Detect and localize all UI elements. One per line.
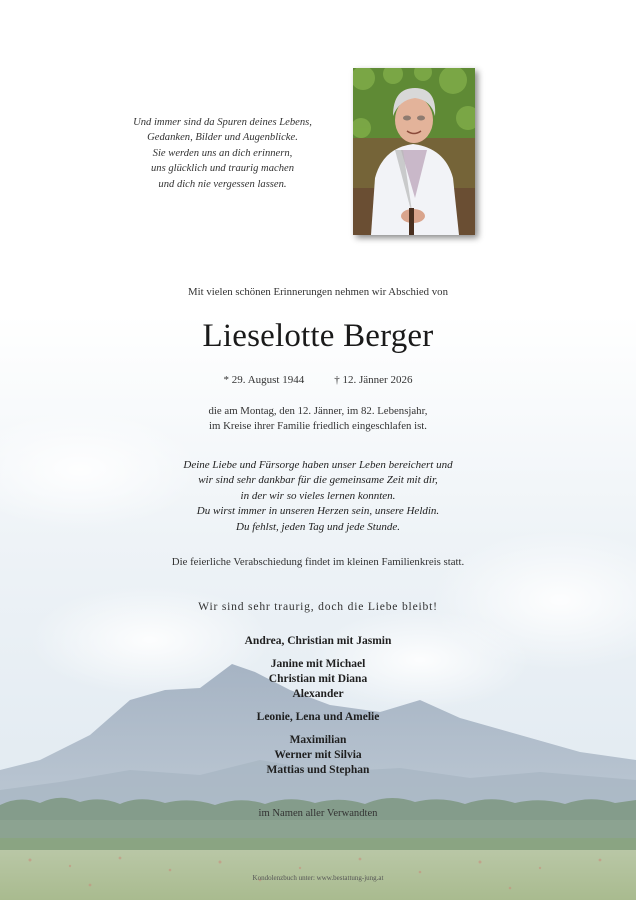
condolence-book-link[interactable]: Kondolenzbuch unter: www.bestattung-jung.at — [252, 874, 384, 882]
quote-line: in der wir so vieles lernen konnten. — [240, 489, 396, 502]
family-member: Janine mit Michael — [270, 658, 366, 670]
portrait-photo — [353, 68, 475, 235]
quote-line: Deine Liebe und Fürsorge haben unser Leben bereichert und — [183, 459, 453, 471]
memorial-poem — [100, 115, 345, 192]
poem-line: Sie werden uns an dich erinnern, — [152, 147, 293, 159]
family-group — [0, 710, 636, 725]
quote-line: Du fehlst, jeden Tag und jede Stunde. — [236, 520, 400, 533]
family-member: Werner mit Silvia — [274, 749, 362, 761]
quote-line: wir sind sehr dankbar für die gemeinsame Zeit mit dir, — [198, 474, 438, 487]
birth-date: * 29. August 1944 — [223, 374, 305, 386]
family-member: Alexander — [292, 688, 344, 700]
death-date: † 12. Jänner 2026 — [334, 374, 413, 386]
life-dates — [0, 374, 636, 386]
relatives-signature: im Namen aller Verwandten — [258, 808, 378, 819]
poem-line: Gedanken, Bilder und Augenblicke. — [147, 132, 298, 144]
family-group — [0, 733, 636, 778]
tribute-quote — [0, 458, 636, 535]
family-group — [0, 634, 636, 649]
family-member: Maximilian — [289, 734, 347, 746]
intro-text: Mit vielen schönen Erinnerungen nehmen wir Abschied von — [188, 286, 448, 298]
family-member: Leonie, Lena und Amelie — [256, 711, 380, 723]
quote-line: Du wirst immer in unseren Herzen sein, unsere Heldin. — [196, 505, 440, 518]
poem-line: uns glücklich und traurig machen — [151, 163, 294, 175]
motto: Wir sind sehr traurig, doch die Liebe bleibt! — [198, 600, 438, 613]
poem-line: und dich nie vergessen lassen. — [158, 178, 287, 190]
family-group — [0, 657, 636, 702]
deceased-name: Lieselotte Berger — [202, 318, 434, 354]
family-list — [0, 634, 636, 786]
death-notice-line: die am Montag, den 12. Jänner, im 82. Lebensjahr, — [208, 405, 428, 417]
farewell-notice: Die feierliche Verabschiedung findet im kleinen Familienkreis statt. — [171, 556, 465, 568]
death-notice-line: im Kreise ihrer Familie friedlich eingeschlafen ist. — [209, 420, 427, 433]
family-member: Christian mit Diana — [268, 673, 368, 685]
poem-line: Und immer sind da Spuren deines Lebens, — [133, 117, 312, 128]
family-member: Andrea, Christian mit Jasmin — [244, 635, 392, 647]
family-member: Mattias und Stephan — [266, 764, 370, 776]
death-notice — [0, 404, 636, 435]
